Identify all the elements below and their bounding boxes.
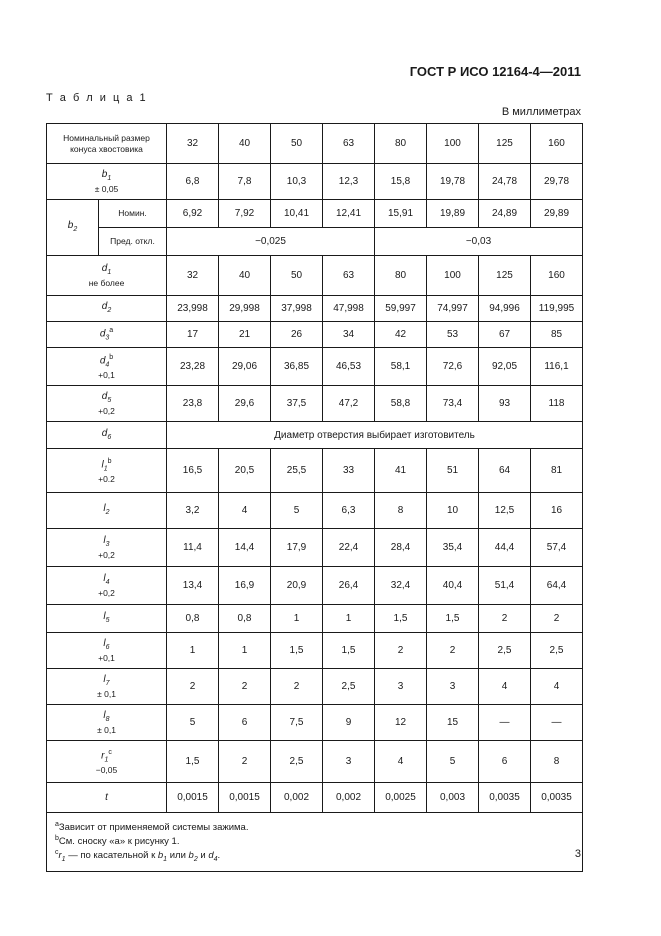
symbol-superscript: b xyxy=(109,353,114,361)
cell-l1-4: 41 xyxy=(375,449,427,493)
table-row xyxy=(47,422,583,449)
row-label-r1 xyxy=(47,741,167,783)
cell-l8-5: 15 xyxy=(427,705,479,741)
symbol-l3 xyxy=(49,535,164,550)
cell-l7-2: 2 xyxy=(271,669,323,705)
symbol-letter: d xyxy=(101,262,108,274)
symbol-d5 xyxy=(49,391,164,406)
table-row xyxy=(47,348,583,386)
cell-l4-0: 13,4 xyxy=(167,567,219,605)
symbol-d3 xyxy=(49,325,164,343)
cell-d5-1: 29,6 xyxy=(219,386,271,422)
symbol-letter: l xyxy=(103,534,106,546)
footnote-mark: b xyxy=(55,835,59,843)
footnotes xyxy=(47,813,583,872)
cell-l6-0: 1 xyxy=(167,633,219,669)
cell-r1-1: 2 xyxy=(219,741,271,783)
table-row xyxy=(47,164,583,200)
symbol-letter: l xyxy=(103,611,106,622)
footnote-mark: c xyxy=(55,849,59,857)
cell-l4-6: 51,4 xyxy=(479,567,531,605)
row-label-l6 xyxy=(47,633,167,669)
symbol-subscript: 2 xyxy=(105,509,110,516)
cell-d4-2: 36,85 xyxy=(271,348,323,386)
symbol-letter: l xyxy=(103,709,106,721)
symbol-subscript: 6 xyxy=(107,433,112,441)
footnote-text: Зависит от применяемой системы зажима. xyxy=(58,822,249,834)
symbol-letter: d xyxy=(99,355,106,367)
cell-l5-4: 1,5 xyxy=(375,605,427,633)
cell-l1-3: 33 xyxy=(323,449,375,493)
cell-l2-4: 8 xyxy=(375,493,427,529)
footnotes-row xyxy=(47,813,583,872)
symbol-letter: d xyxy=(208,850,214,862)
symbol-subscript: 1 xyxy=(163,856,168,864)
cell-l2-6: 12,5 xyxy=(479,493,531,529)
table-row xyxy=(47,605,583,633)
table-label: Т а б л и ц а 1 xyxy=(46,92,148,104)
row-label-t xyxy=(47,783,167,813)
row-label-b2 xyxy=(47,200,99,256)
cell-l8-3: 9 xyxy=(323,705,375,741)
symbol-letter: b xyxy=(101,168,108,180)
table-row xyxy=(47,705,583,741)
cell-l2-0: 3,2 xyxy=(167,493,219,529)
symbol-t xyxy=(49,792,164,803)
cell-l4-7: 64,4 xyxy=(531,567,583,605)
cell-l3-0: 11,4 xyxy=(167,529,219,567)
tolerance-l3: +0,2 xyxy=(98,549,115,560)
symbol-superscript: b xyxy=(107,457,112,465)
cell-l3-2: 17,9 xyxy=(271,529,323,567)
column-header-4: 80 xyxy=(375,124,427,164)
symbol-letter: d xyxy=(101,390,108,402)
cell-b1-7: 29,78 xyxy=(531,164,583,200)
symbol-l2 xyxy=(49,503,164,518)
symbol-subscript: 5 xyxy=(107,396,112,404)
cell-r1-4: 4 xyxy=(375,741,427,783)
cell-l6-3: 1,5 xyxy=(323,633,375,669)
cell-d3-5: 53 xyxy=(427,322,479,348)
cell-d2-6: 94,996 xyxy=(479,296,531,322)
symbol-subscript: 4 xyxy=(213,856,218,864)
cell-r1-7: 8 xyxy=(531,741,583,783)
cell-l8-6: — xyxy=(479,705,531,741)
cell-l8-4: 12 xyxy=(375,705,427,741)
symbol-letter: d xyxy=(101,427,108,439)
cell-t-5: 0,003 xyxy=(427,783,479,813)
row-label-l8 xyxy=(47,705,167,741)
cell-r1-2: 2,5 xyxy=(271,741,323,783)
row-label-d4 xyxy=(47,348,167,386)
footnote-a xyxy=(55,819,574,833)
column-header-6: 125 xyxy=(479,124,531,164)
b2-deviation-b: −0,03 xyxy=(375,228,583,256)
cell-b1-3: 12,3 xyxy=(323,164,375,200)
row-label-l5 xyxy=(47,605,167,633)
cell-l4-4: 32,4 xyxy=(375,567,427,605)
cell-d1-4: 80 xyxy=(375,256,427,296)
cell-d3-7: 85 xyxy=(531,322,583,348)
cell-l6-2: 1,5 xyxy=(271,633,323,669)
symbol-subscript: 2 xyxy=(73,226,78,233)
cell-d2-5: 74,997 xyxy=(427,296,479,322)
cell-d5-5: 73,4 xyxy=(427,386,479,422)
cell-d5-0: 23,8 xyxy=(167,386,219,422)
cell-d4-0: 23,28 xyxy=(167,348,219,386)
symbol-letter: b xyxy=(67,220,74,231)
b2-deviation-a: −0,025 xyxy=(167,228,375,256)
row-label-l1 xyxy=(47,449,167,493)
table-row xyxy=(47,449,583,493)
column-header-1: 40 xyxy=(219,124,271,164)
units-label: В миллиметрах xyxy=(501,106,581,118)
cell-t-2: 0,002 xyxy=(271,783,323,813)
symbol-subscript: 8 xyxy=(105,715,110,723)
cell-t-6: 0,0035 xyxy=(479,783,531,813)
row-label-l4 xyxy=(47,567,167,605)
symbol-l6 xyxy=(49,638,164,653)
row-label-b1 xyxy=(47,164,167,200)
symbol-b2 xyxy=(49,220,96,235)
cell-l6-7: 2,5 xyxy=(531,633,583,669)
cell-l7-1: 2 xyxy=(219,669,271,705)
cell-d2-3: 47,998 xyxy=(323,296,375,322)
cell-d3-6: 67 xyxy=(479,322,531,348)
symbol-subscript: 3 xyxy=(105,334,110,342)
cell-l4-3: 26,4 xyxy=(323,567,375,605)
cell-l7-7: 4 xyxy=(531,669,583,705)
table-row xyxy=(47,322,583,348)
symbol-subscript: 7 xyxy=(105,679,110,687)
table-row xyxy=(47,296,583,322)
cell-d2-0: 23,998 xyxy=(167,296,219,322)
cell-d5-3: 47,2 xyxy=(323,386,375,422)
column-header-0: 32 xyxy=(167,124,219,164)
table-row xyxy=(47,567,583,605)
symbol-d2 xyxy=(49,301,164,316)
symbol-letter: d xyxy=(99,328,106,340)
cell-d1-7: 160 xyxy=(531,256,583,296)
table-row xyxy=(47,741,583,783)
footnote-mark: a xyxy=(55,821,59,828)
cell-l4-1: 16,9 xyxy=(219,567,271,605)
table-row xyxy=(47,633,583,669)
symbol-subscript: 1 xyxy=(61,856,66,864)
cell-d1-3: 63 xyxy=(323,256,375,296)
table-row xyxy=(47,529,583,567)
symbol-subscript: 2 xyxy=(107,307,112,314)
cell-b2-nom-4: 15,91 xyxy=(375,200,427,228)
cell-l5-1: 0,8 xyxy=(219,605,271,633)
symbol-letter: r xyxy=(58,850,62,862)
cell-b1-5: 19,78 xyxy=(427,164,479,200)
cell-l5-6: 2 xyxy=(479,605,531,633)
cell-r1-5: 5 xyxy=(427,741,479,783)
column-header-2: 50 xyxy=(271,124,323,164)
cell-l3-1: 14,4 xyxy=(219,529,271,567)
cell-d2-2: 37,998 xyxy=(271,296,323,322)
cell-b2-nom-1: 7,92 xyxy=(219,200,271,228)
tolerance-l6: +0,1 xyxy=(98,652,115,663)
cell-b2-nom-0: 6,92 xyxy=(167,200,219,228)
cell-l7-0: 2 xyxy=(167,669,219,705)
cell-b2-nom-7: 29,89 xyxy=(531,200,583,228)
cell-d4-6: 92,05 xyxy=(479,348,531,386)
table-row xyxy=(47,493,583,529)
document-title: ГОСТ Р ИСО 12164-4—2011 xyxy=(409,64,581,79)
cell-d1-5: 100 xyxy=(427,256,479,296)
cell-d4-4: 58,1 xyxy=(375,348,427,386)
column-header-7: 160 xyxy=(531,124,583,164)
row-label-l2 xyxy=(47,493,167,529)
cell-l5-5: 1,5 xyxy=(427,605,479,633)
cell-d3-0: 17 xyxy=(167,322,219,348)
cell-l6-6: 2,5 xyxy=(479,633,531,669)
cell-l5-3: 1 xyxy=(323,605,375,633)
cell-l7-5: 3 xyxy=(427,669,479,705)
cell-l2-2: 5 xyxy=(271,493,323,529)
tolerance-l7: ± 0,1 xyxy=(97,688,116,699)
cell-l6-1: 1 xyxy=(219,633,271,669)
cell-l3-5: 35,4 xyxy=(427,529,479,567)
symbol-b1 xyxy=(49,169,164,184)
cell-l1-5: 51 xyxy=(427,449,479,493)
footnote-c xyxy=(55,847,574,865)
cell-b1-2: 10,3 xyxy=(271,164,323,200)
cell-d4-3: 46,53 xyxy=(323,348,375,386)
cell-d4-5: 72,6 xyxy=(427,348,479,386)
cell-l6-4: 2 xyxy=(375,633,427,669)
cell-r1-0: 1,5 xyxy=(167,741,219,783)
cell-l1-2: 25,5 xyxy=(271,449,323,493)
table-row xyxy=(47,124,583,164)
cell-d1-6: 125 xyxy=(479,256,531,296)
cell-d2-7: 119,995 xyxy=(531,296,583,322)
symbol-l8 xyxy=(49,710,164,725)
symbol-l5 xyxy=(49,611,164,626)
cell-l1-7: 81 xyxy=(531,449,583,493)
row-label-d5 xyxy=(47,386,167,422)
cell-r1-3: 3 xyxy=(323,741,375,783)
cell-l1-0: 16,5 xyxy=(167,449,219,493)
symbol-r1 xyxy=(49,747,164,765)
footnote-b xyxy=(55,833,574,847)
cell-l6-5: 2 xyxy=(427,633,479,669)
cell-d3-1: 21 xyxy=(219,322,271,348)
table-row xyxy=(47,228,583,256)
symbol-superscript: a xyxy=(109,327,114,335)
column-header-3: 63 xyxy=(323,124,375,164)
tolerance-b1: ± 0,05 xyxy=(94,183,119,194)
cell-l1-1: 20,5 xyxy=(219,449,271,493)
cell-b1-1: 7,8 xyxy=(219,164,271,200)
row-label-d1 xyxy=(47,256,167,296)
symbol-letter: b xyxy=(188,850,194,862)
row-label-d3 xyxy=(47,322,167,348)
cell-d5-6: 93 xyxy=(479,386,531,422)
page-number: 3 xyxy=(574,848,581,860)
cell-l2-1: 4 xyxy=(219,493,271,529)
symbol-d1 xyxy=(49,263,164,278)
cell-l8-1: 6 xyxy=(219,705,271,741)
column-header-5: 100 xyxy=(427,124,479,164)
tolerance-l8: ± 0,1 xyxy=(97,724,116,735)
symbol-subscript: 6 xyxy=(105,643,110,651)
cell-d4-1: 29,06 xyxy=(219,348,271,386)
tolerance-d1: не более xyxy=(88,277,125,288)
symbol-l4 xyxy=(49,573,164,588)
symbol-subscript: 4 xyxy=(105,361,110,369)
cell-l5-2: 1 xyxy=(271,605,323,633)
symbol-superscript: c xyxy=(108,748,112,756)
symbol-subscript: 2 xyxy=(193,856,198,864)
row-label-l7 xyxy=(47,669,167,705)
cell-l2-7: 16 xyxy=(531,493,583,529)
symbol-letter: b xyxy=(157,850,164,862)
symbol-letter: l xyxy=(103,503,106,514)
table-row xyxy=(47,386,583,422)
table-row xyxy=(47,669,583,705)
dimensions-table xyxy=(46,123,583,872)
symbol-subscript: 1 xyxy=(104,756,109,764)
cell-d3-2: 26 xyxy=(271,322,323,348)
cell-l2-3: 6,3 xyxy=(323,493,375,529)
cell-l8-2: 7,5 xyxy=(271,705,323,741)
tolerance-d5: +0,2 xyxy=(98,405,115,416)
symbol-d4 xyxy=(49,352,164,370)
header-nominal-size: Номинальный размер конуса хвостовика xyxy=(47,124,167,164)
tolerance-l4: +0,2 xyxy=(98,587,115,598)
footnote-text: — по касательной к xyxy=(65,850,158,862)
tolerance-r1: −0,05 xyxy=(95,765,118,776)
table-row xyxy=(47,783,583,813)
footnote-text: и xyxy=(197,850,209,862)
cell-b1-6: 24,78 xyxy=(479,164,531,200)
cell-l8-0: 5 xyxy=(167,705,219,741)
symbol-subscript: 5 xyxy=(105,617,110,624)
cell-d1-2: 50 xyxy=(271,256,323,296)
cell-l3-4: 28,4 xyxy=(375,529,427,567)
cell-d2-4: 59,997 xyxy=(375,296,427,322)
symbol-letter: d xyxy=(101,301,108,312)
cell-d1-0: 32 xyxy=(167,256,219,296)
cell-l3-7: 57,4 xyxy=(531,529,583,567)
cell-r1-6: 6 xyxy=(479,741,531,783)
cell-d3-4: 42 xyxy=(375,322,427,348)
cell-l5-7: 2 xyxy=(531,605,583,633)
cell-t-0: 0,0015 xyxy=(167,783,219,813)
cell-d5-7: 118 xyxy=(531,386,583,422)
cell-l4-2: 20,9 xyxy=(271,567,323,605)
cell-l7-6: 4 xyxy=(479,669,531,705)
table-row xyxy=(47,256,583,296)
symbol-letter: t xyxy=(105,792,108,803)
symbol-subscript: 4 xyxy=(105,578,110,586)
cell-l3-3: 22,4 xyxy=(323,529,375,567)
cell-d3-3: 34 xyxy=(323,322,375,348)
cell-l7-3: 2,5 xyxy=(323,669,375,705)
row-label-d6 xyxy=(47,422,167,449)
cell-d5-2: 37,5 xyxy=(271,386,323,422)
footnote-text: . xyxy=(217,850,221,862)
table-row xyxy=(47,200,583,228)
cell-b2-nom-2: 10,41 xyxy=(271,200,323,228)
cell-d2-1: 29,998 xyxy=(219,296,271,322)
cell-t-3: 0,002 xyxy=(323,783,375,813)
symbol-subscript: 1 xyxy=(103,465,108,473)
symbol-d6 xyxy=(49,428,164,443)
cell-b2-nom-3: 12,41 xyxy=(323,200,375,228)
symbol-subscript: 3 xyxy=(105,540,110,548)
b2-deviation-label: Пред. откл. xyxy=(99,228,167,256)
b2-nominal-label: Номин. xyxy=(99,200,167,228)
row-label-d2 xyxy=(47,296,167,322)
tolerance-l1: +0.2 xyxy=(98,474,115,485)
symbol-letter: l xyxy=(103,572,106,584)
cell-l5-0: 0,8 xyxy=(167,605,219,633)
symbol-subscript: 1 xyxy=(107,174,112,182)
cell-l7-4: 3 xyxy=(375,669,427,705)
cell-d4-7: 116,1 xyxy=(531,348,583,386)
cell-b1-0: 6,8 xyxy=(167,164,219,200)
footnote-text: или xyxy=(167,850,189,862)
symbol-letter: l xyxy=(103,673,106,685)
cell-l1-6: 64 xyxy=(479,449,531,493)
cell-l8-7: — xyxy=(531,705,583,741)
cell-t-4: 0,0025 xyxy=(375,783,427,813)
cell-l3-6: 44,4 xyxy=(479,529,531,567)
cell-t-7: 0,0035 xyxy=(531,783,583,813)
cell-b2-nom-5: 19,89 xyxy=(427,200,479,228)
tolerance-d4: +0,1 xyxy=(98,370,115,381)
symbol-l7 xyxy=(49,674,164,689)
cell-l4-5: 40,4 xyxy=(427,567,479,605)
cell-t-1: 0,0015 xyxy=(219,783,271,813)
symbol-subscript: 1 xyxy=(107,268,112,276)
symbol-l1 xyxy=(49,456,164,474)
row-label-l3 xyxy=(47,529,167,567)
footnote-text: См. сноску «а» к рисунку 1. xyxy=(58,836,180,848)
d6-note: Диаметр отверстия выбирает изготовитель xyxy=(167,422,583,449)
cell-b1-4: 15,8 xyxy=(375,164,427,200)
symbol-letter: r xyxy=(101,750,105,762)
cell-d1-1: 40 xyxy=(219,256,271,296)
cell-l2-5: 10 xyxy=(427,493,479,529)
cell-b2-nom-6: 24,89 xyxy=(479,200,531,228)
symbol-letter: l xyxy=(101,459,104,471)
symbol-letter: l xyxy=(103,637,106,649)
cell-d5-4: 58,8 xyxy=(375,386,427,422)
